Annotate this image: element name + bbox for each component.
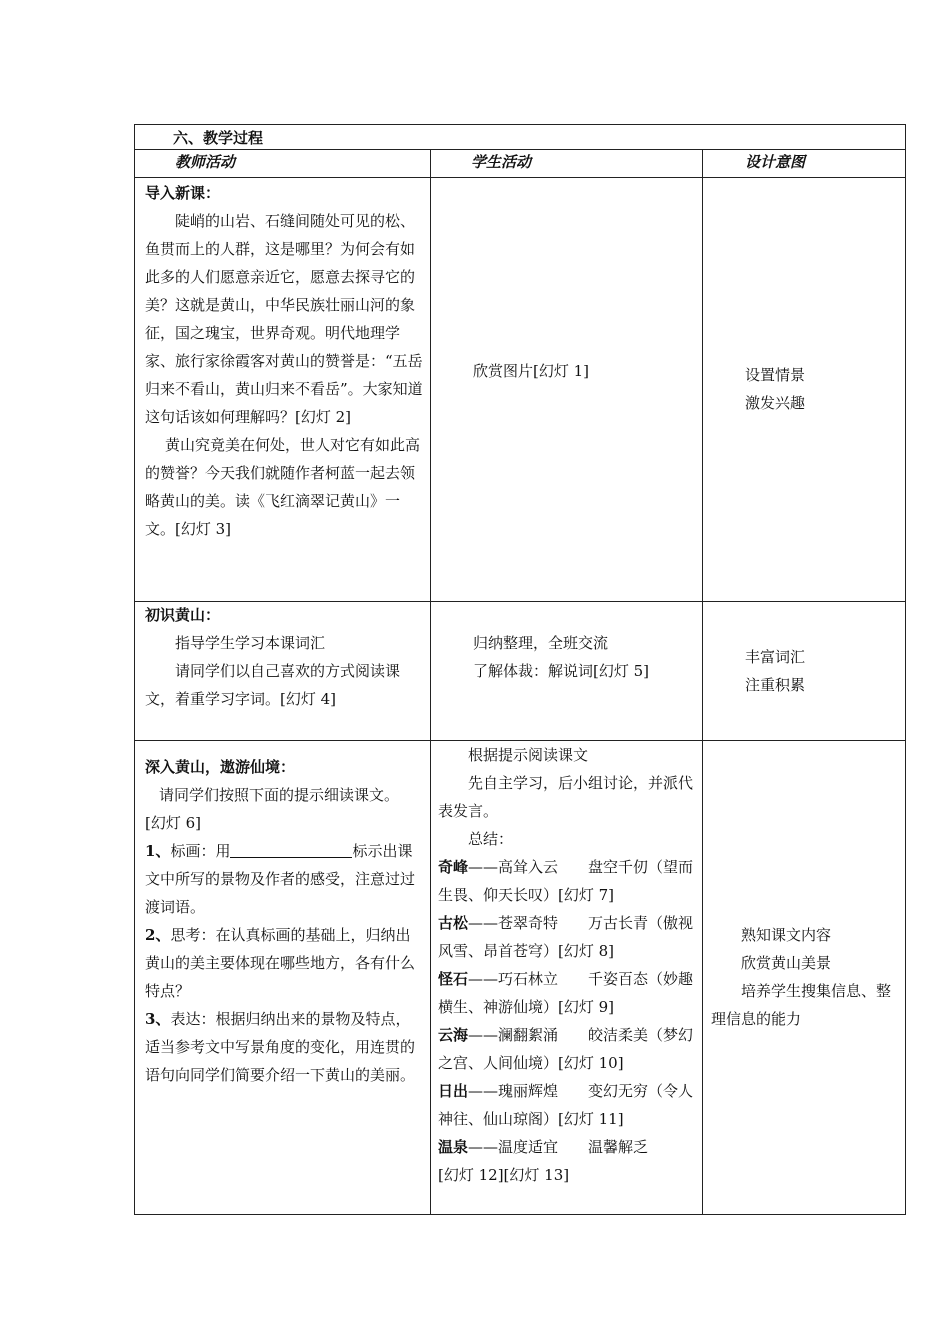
row1-design-cell [745,361,895,417]
row3-design-2: 欣赏黄山美景 [741,954,832,972]
section-title: 六、教学过程 [173,129,264,147]
divider [135,177,905,178]
summary-item-name: 怪石 [438,970,469,988]
row3-design-1: 熟知课文内容 [741,926,832,944]
step3-text: 表达：根据归纳出来的景物及特点，适当参考文中写景角度的变化，用连贯的语句向同学们简要介绍一下黄山的美丽。 [145,1010,416,1084]
row3-design-3: 培养学生搜集信息、整理信息的能力 [711,982,892,1028]
row3-step2 [145,921,423,1005]
lesson-plan-table [134,124,906,1215]
row3-teacher-p1: 请同学们按照下面的提示细读课文。 [159,786,400,804]
divider [135,149,905,150]
summary-item [438,1077,700,1133]
row3-student-cell [438,741,700,1189]
row2-teacher-p1: 指导学生学习本课词汇 [175,634,326,652]
row1-teacher-cell [145,179,423,543]
row1-design-1: 设置情景 [745,366,806,384]
row3-student-last: [幻灯 12][幻灯 13] [438,1166,570,1184]
row3-step1 [145,837,423,921]
row1-design-2: 激发兴趣 [745,394,806,412]
step2-number: 2、 [145,926,171,944]
summary-item-desc: ——瑰丽辉煌 变幻无穷（令人神往、仙山琼阁）[幻灯 11] [438,1082,694,1128]
summary-item [438,965,700,1021]
summary-list [438,853,700,1161]
row2-teacher-cell [145,601,423,713]
summary-item-desc: ——苍翠奇特 万古长青（傲视风雪、昂首苍穹）[幻灯 8] [438,914,694,960]
step1-number: 1、 [145,842,171,860]
row3-teacher-slide: [幻灯 6] [145,814,202,832]
summary-item [438,853,700,909]
step1-text-a: 标画：用 [170,842,231,860]
step1-text-b: 标示出课文中所写的景物及作者的感受，注意过过渡词语。 [145,842,416,916]
row2-teacher-heading: 初识黄山： [145,606,221,624]
row1-student-cell [473,357,693,385]
row1-teacher-p1: 陡峭的山岩、石缝间随处可见的松、鱼贯而上的人群，这是哪里？为何会有如此多的人们愿意亲近它，愿意去探寻它的美？这就是黄山，中华民族壮丽山河的象征，国之瑰宝，世界奇观。明代地理学家、旅行家徐霞客对黄山的赞誉是：“五岳归来不看山，黄山归来不看岳”。大家知道这句话该如何理解吗？[幻灯 2] [145,212,423,426]
row2-student-2: 了解体裁：解说词[幻灯 5] [473,662,650,680]
row2-student-cell [473,629,698,685]
row2-design-cell [745,643,895,699]
header-teacher: 教师活动 [175,153,236,171]
step2-text: 思考：在认真标画的基础上，归纳出黄山的美主要体现在哪些地方，各有什么特点？ [145,926,416,1000]
summary-item-name: 古松 [438,914,469,932]
summary-item-name: 日出 [438,1082,469,1100]
divider [702,149,703,1214]
row2-student-1: 归纳整理，全班交流 [473,634,609,652]
row2-teacher-p2: 请同学们以自己喜欢的方式阅读课文，着重学习字词。[幻灯 4] [145,662,401,708]
row1-teacher-heading: 导入新课： [145,184,221,202]
row3-design-cell [711,921,901,1033]
summary-item-name: 云海 [438,1026,469,1044]
summary-item-desc: ——巧石林立 千姿百态（妙趣横生、神游仙境）[幻灯 9] [438,970,694,1016]
header-student: 学生活动 [471,153,532,171]
summary-item-desc: ——温度适宜 温馨解乏 [468,1138,649,1156]
summary-item-desc: ——高耸入云 盘空千仞（望而生畏、仰天长叹）[幻灯 7] [438,858,694,904]
summary-item-name: 奇峰 [438,858,469,876]
step3-number: 3、 [145,1010,171,1028]
row3-step3 [145,1005,423,1089]
row3-student-p3: 总结： [468,830,514,848]
summary-item [438,909,700,965]
row1-teacher-p2: 黄山究竟美在何处，世人对它有如此高的赞誉？今天我们就随作者柯蓝一起去领略黄山的美。读《飞红滴翠记黄山》一文。[幻灯 3] [145,436,421,538]
row3-teacher-heading: 深入黄山，遨游仙境： [145,758,296,776]
underline-blank [230,841,352,858]
row3-teacher-cell [145,753,423,1089]
row2-design-2: 注重积累 [745,676,806,694]
row1-student-text: 欣赏图片[幻灯 1] [473,362,590,380]
summary-item [438,1021,700,1077]
divider [430,149,431,1214]
row3-student-p2: 先自主学习，后小组讨论，并派代表发言。 [438,774,694,820]
summary-item-desc: ——澜翻絮涌 皎洁柔美（梦幻之宫、人间仙境）[幻灯 10] [438,1026,694,1072]
summary-item-name: 温泉 [438,1138,469,1156]
header-design: 设计意图 [745,153,806,171]
summary-item [438,1133,700,1161]
row2-design-1: 丰富词汇 [745,648,806,666]
row3-student-p1: 根据提示阅读课文 [468,746,589,764]
